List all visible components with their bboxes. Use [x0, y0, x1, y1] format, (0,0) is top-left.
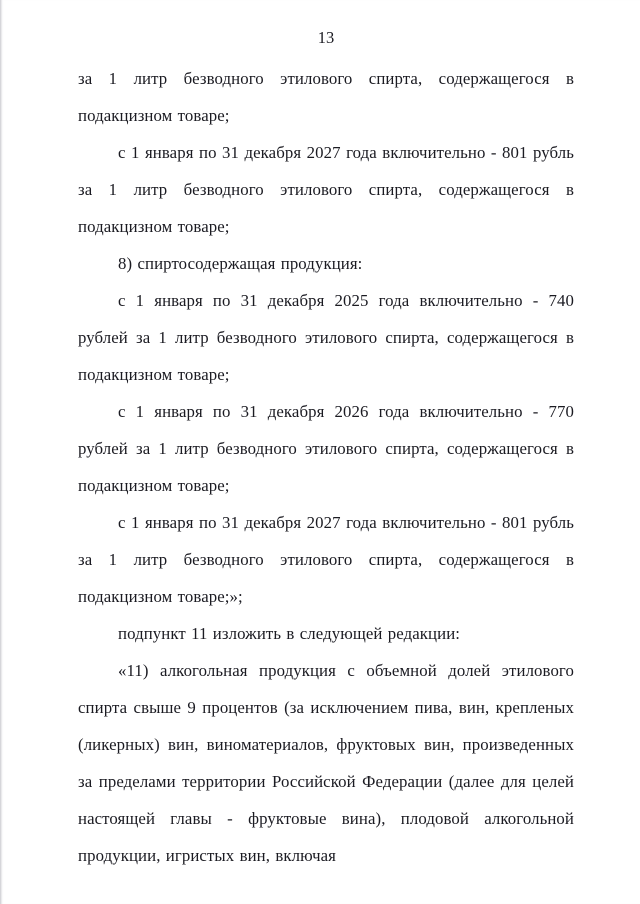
paragraph-subpoint-11-intro: подпункт 11 изложить в следующей редакции:	[118, 624, 461, 643]
document-body	[78, 60, 574, 874]
page-number: 13	[317, 28, 335, 47]
paragraph-rate-2025: с 1 января по 31 декабря 2025 года включительно - 740 рублей за 1 литр безводного этилового спирта, содержащегося в подакцизном товаре;	[78, 291, 574, 384]
paragraph-rate-2027: с 1 января по 31 декабря 2027 года включительно - 801 рубль за 1 литр безводного этилового спирта, содержащегося в подакцизном товаре;	[78, 143, 574, 236]
paragraph-continuation: за 1 литр безводного этилового спирта, содержащегося в подакцизном товаре;	[78, 69, 574, 125]
paragraph-subpoint-11-text: «11) алкогольная продукция с объемной долей этилового спирта свыше 9 процентов (за исключением пива, вин, крепленых (ликерных) вин, виноматериалов, фруктовых вин, произведенных за пределами территории Российской Федерации (далее для целей настоящей главы - фруктовые вина), плодовой алкогольной продукции, игристых вин, включая	[78, 661, 574, 865]
paragraph-rate-2026: с 1 января по 31 декабря 2026 года включительно - 770 рублей за 1 литр безводного этилового спирта, содержащегося в подакцизном товаре;	[78, 402, 574, 495]
paragraph-rate-2027-closing: с 1 января по 31 декабря 2027 года включительно - 801 рубль за 1 литр безводного этилового спирта, содержащегося в подакцизном товаре;»;	[78, 513, 574, 606]
paragraph-subitem-8: 8) спиртосодержащая продукция:	[118, 254, 363, 273]
